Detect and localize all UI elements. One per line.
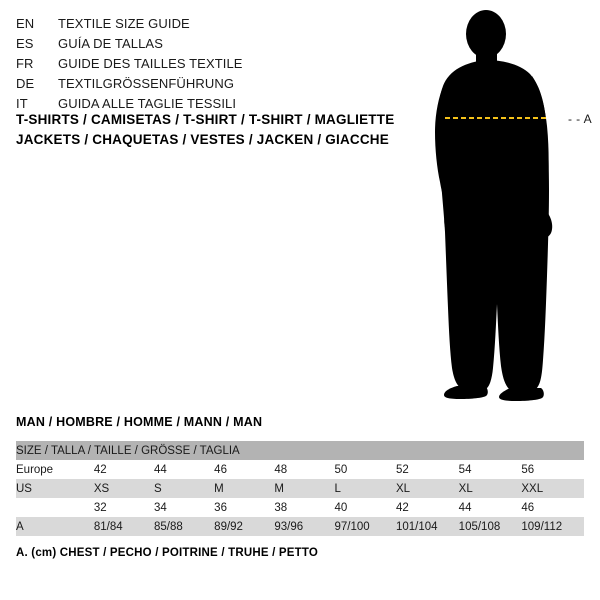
cell: 81/84 xyxy=(93,520,123,533)
cell: 93/96 xyxy=(274,520,304,533)
row-label xyxy=(16,498,94,517)
table-header-label: SIZE / TALLA / TAILLE / GRÖSSE / TAGLIA xyxy=(16,444,240,457)
measure-label-a: - - A xyxy=(568,112,593,126)
table-row xyxy=(16,517,584,536)
cell: XXL xyxy=(521,482,544,495)
category-jackets: JACKETS / CHAQUETAS / VESTES / JACKEN / GIACCHE xyxy=(16,132,389,147)
cell: 34 xyxy=(154,501,167,514)
cell: 36 xyxy=(214,501,227,514)
row-label: US xyxy=(16,482,32,495)
table-header-row xyxy=(16,441,584,460)
cell: 97/100 xyxy=(334,520,370,533)
cell: 42 xyxy=(93,463,107,476)
cell: XL xyxy=(395,482,411,495)
cell: 105/108 xyxy=(458,520,501,533)
language-text: GUÍA DE TALLAS xyxy=(58,36,163,51)
language-row xyxy=(16,74,386,94)
cell: 56 xyxy=(521,463,535,476)
table-row xyxy=(16,460,584,479)
cell: 44 xyxy=(154,463,167,476)
cell: 48 xyxy=(274,463,288,476)
cell: S xyxy=(154,482,162,495)
row-label: A xyxy=(16,520,24,533)
cell: M xyxy=(274,482,284,495)
language-code: FR xyxy=(16,56,34,71)
language-text: TEXTILGRÖSSENFÜHRUNG xyxy=(58,76,235,91)
language-text: GUIDA ALLE TAGLIE TESSILI xyxy=(58,96,237,111)
table-footnote: A. (cm) CHEST / PECHO / POITRINE / TRUHE / PETTO xyxy=(16,547,319,559)
category-tshirts: T-SHIRTS / CAMISETAS / T-SHIRT / T-SHIRT / MAGLIETTE xyxy=(16,112,395,127)
cell: L xyxy=(334,482,341,495)
category-headings xyxy=(16,110,416,150)
male-silhouette-figure xyxy=(400,8,600,408)
language-code: EN xyxy=(16,16,35,31)
cell: 44 xyxy=(458,501,472,514)
language-text: TEXTILE SIZE GUIDE xyxy=(58,16,190,31)
cell: 101/104 xyxy=(395,520,438,533)
cell: 85/88 xyxy=(154,520,183,533)
language-text: GUIDE DES TAILLES TEXTILE xyxy=(58,56,243,71)
cell: XS xyxy=(93,482,110,495)
cell: 109/112 xyxy=(521,520,563,533)
row-label: Europe xyxy=(16,463,54,476)
language-code: ES xyxy=(16,36,34,51)
cell: XL xyxy=(458,482,473,495)
table-title: MAN / HOMBRE / HOMME / MANN / MAN xyxy=(16,415,263,429)
silhouette-icon xyxy=(400,8,600,408)
size-table xyxy=(16,441,584,536)
cell: 38 xyxy=(274,501,288,514)
table-row xyxy=(16,479,584,498)
table-row xyxy=(16,498,584,517)
language-guide-block xyxy=(16,14,386,114)
cell: 89/92 xyxy=(214,520,243,533)
language-code: IT xyxy=(16,96,28,111)
language-row xyxy=(16,14,386,34)
cell: 46 xyxy=(521,501,535,514)
cell: 54 xyxy=(458,463,472,476)
cell: 42 xyxy=(395,501,409,514)
language-row xyxy=(16,54,386,74)
cell: 46 xyxy=(214,463,227,476)
cell: 32 xyxy=(93,501,107,514)
language-row xyxy=(16,34,386,54)
cell: 52 xyxy=(395,463,409,476)
cell: 50 xyxy=(334,463,348,476)
cell: 40 xyxy=(334,501,348,514)
language-code: DE xyxy=(16,76,35,91)
cell: M xyxy=(214,482,224,495)
